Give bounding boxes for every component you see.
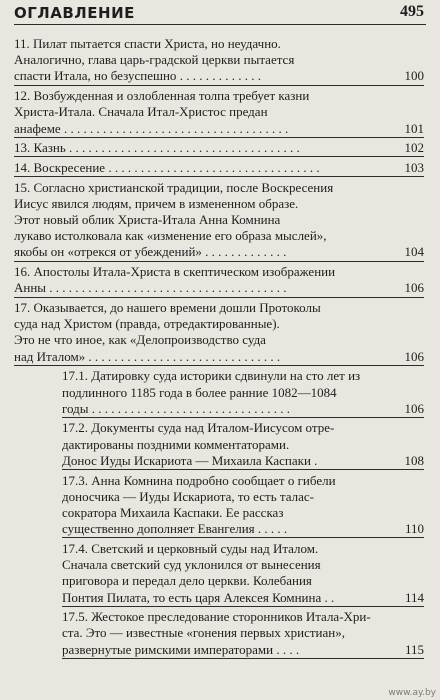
toc-dot-leader: .	[310, 452, 318, 468]
toc-entry-last-line	[14, 68, 424, 84]
toc-entry	[14, 160, 424, 177]
toc-page-number: 106	[404, 280, 424, 296]
toc-entry-line: 17.5. Жестокое преследование сторонников Итала-Хри-	[62, 609, 371, 625]
toc-entry-last-line	[62, 590, 424, 606]
toc-entry-line: Сначала светский суд уклонился от вынесения	[62, 557, 321, 573]
toc-entry-last-line	[14, 140, 424, 156]
toc-entry-last-line	[14, 349, 424, 365]
toc-dot-leader: . . . . . . . . . . . . .	[201, 244, 287, 260]
toc-page-number: 110	[404, 521, 424, 537]
toc-entry-line: 17.4. Светский и церковный суды над Италом.	[62, 540, 319, 556]
toc-page-number: 106	[404, 400, 424, 416]
toc-entry	[62, 473, 424, 539]
header-title: ОГЛАВЛЕНИЕ	[14, 4, 135, 22]
toc-entry-text: анафеме	[14, 120, 61, 136]
toc-entry	[14, 180, 424, 262]
toc-entry-line: приговора и передал дело церкви. Колебания	[62, 573, 312, 589]
toc-entry	[62, 609, 424, 659]
toc-entry-line: 16. Апостолы Итала-Христа в скептическом изображении	[14, 264, 336, 280]
toc-entry-line: 17.1. Датировку суда историки сдвинули на сто лет из	[62, 368, 361, 384]
toc-entry-text: Донос Иуды Искариота — Михаила Каспаки	[62, 452, 311, 468]
toc-dot-leader: . . . . . . . . . . . . . . . . . . . . . . . . . . . . . . . . .	[105, 159, 320, 175]
toc-entry-text: существенно дополняет Евангелия	[62, 521, 255, 537]
toc-entry-line: Этот новый облик Христа-Итала Анна Комнина	[14, 212, 281, 228]
toc-entry-text: 13. Казнь	[14, 140, 66, 156]
toc-entry	[14, 264, 424, 297]
toc-entry-last-line	[14, 244, 424, 260]
toc-entry-text: годы	[62, 400, 89, 416]
toc-entry-last-line	[14, 280, 424, 296]
toc-entry	[14, 36, 424, 86]
toc-page-number: 108	[404, 452, 424, 468]
toc-dot-leader: . . . . . . . . . . . . . . . . . . . . . . . . . . . . . . . . . . . .	[65, 140, 300, 156]
toc-entry	[14, 140, 424, 157]
toc-entry-line: лукаво истолковала как «изменение его образа мыслей»,	[14, 228, 327, 244]
toc-entry-text: развернутые римскими императорами	[62, 641, 274, 657]
toc-dot-leader: . . . . . . . . . . . . . . . . . . . . . . . . . . . . . . . . . . .	[60, 120, 289, 136]
toc-entry-line: 17. Оказывается, до нашего времени дошли Протоколы	[14, 300, 321, 316]
toc-entry	[62, 541, 424, 607]
toc-entry-line: Христа-Итала. Сначала Итал-Христос предан	[14, 104, 268, 120]
toc-entry-last-line	[62, 521, 424, 537]
page-header	[14, 2, 426, 25]
toc-entry-line: 11. Пилат пытается спасти Христа, но неудачно.	[14, 36, 281, 51]
toc-entry-text: якобы он «отрекся от убеждений»	[14, 244, 202, 260]
toc-page-number: 100	[404, 68, 424, 84]
toc-dot-leader: . . . . . . . . . . . . . . . . . . . . . . . . . . . . . . . . . . . . .	[46, 280, 287, 296]
toc-entry	[14, 88, 424, 138]
toc-entry-last-line	[62, 642, 424, 658]
toc-entry-line: Это не что иное, как «Делопроизводство суда	[14, 332, 266, 348]
toc-entry-line: 17.2. Документы суда над Италом-Иисусом отре-	[62, 420, 335, 436]
toc-entry-text: 14. Воскресение	[14, 159, 106, 175]
toc-page-number: 115	[404, 641, 424, 657]
toc-entry-text: спасти Итала, но безуспешно	[14, 68, 177, 84]
toc-dot-leader: . . . .	[273, 641, 300, 657]
toc-dot-leader: . . . . .	[254, 521, 288, 537]
toc-entry	[62, 368, 424, 418]
toc-entry-last-line	[14, 160, 424, 176]
toc-entry-last-line	[14, 121, 424, 137]
toc-entry-line: 17.3. Анна Комнина подробно сообщает о гибели	[62, 472, 336, 488]
toc-entry-line: сократора Михаила Каспаки. Ее рассказ	[62, 504, 284, 520]
toc-entry-line: подлинного 1185 года в более ранние 1082—1084	[62, 384, 337, 400]
toc-page-number: 114	[404, 589, 424, 605]
toc-page-number: 103	[404, 159, 424, 175]
toc-entry	[14, 300, 424, 366]
toc-dot-leader: . .	[321, 589, 335, 605]
toc-entry-line: суда над Христом (правда, отредактированные).	[14, 316, 280, 332]
toc-page-number: 101	[404, 120, 424, 136]
toc-entry-last-line	[62, 401, 424, 417]
toc-dot-leader: . . . . . . . . . . . . . . . . . . . . . . . . . . . . . . .	[88, 400, 290, 416]
table-of-contents	[14, 36, 424, 661]
toc-entry-last-line	[62, 453, 424, 469]
toc-entry-line: Аналогично, глава царь-градской церкви пытается	[14, 52, 295, 68]
toc-dot-leader: . . . . . . . . . . . . . . . . . . . . . . . . . . . . . .	[85, 348, 281, 364]
toc-entry-line: 15. Согласно христианской традиции, после Воскресения	[14, 179, 334, 195]
toc-page-number: 106	[404, 348, 424, 364]
toc-entry-text: Анны	[14, 280, 47, 296]
toc-entry	[62, 420, 424, 470]
toc-entry-line: ста. Это — известные «гонения первых христиан»,	[62, 625, 345, 641]
toc-entry-line: доносчика — Иуды Искариота, то есть талас-	[62, 488, 314, 504]
toc-entry-line: дактированы поздними комментаторами.	[62, 436, 290, 452]
toc-entry-line: 12. Возбужденная и озлобленная толпа требует казни	[14, 88, 310, 104]
watermark: www.ay.by	[388, 688, 436, 698]
toc-entry-text: Понтия Пилата, то есть царя Алексея Комнина	[62, 589, 322, 605]
toc-dot-leader: . . . . . . . . . . . . .	[176, 68, 261, 84]
toc-entry-line: Иисус явился людям, причем в измененном образе.	[14, 195, 299, 211]
toc-entry-text: над Италом»	[14, 348, 86, 364]
toc-page-number: 104	[404, 244, 424, 260]
toc-page-number: 102	[404, 140, 424, 156]
header-page-number: 495	[400, 3, 424, 20]
